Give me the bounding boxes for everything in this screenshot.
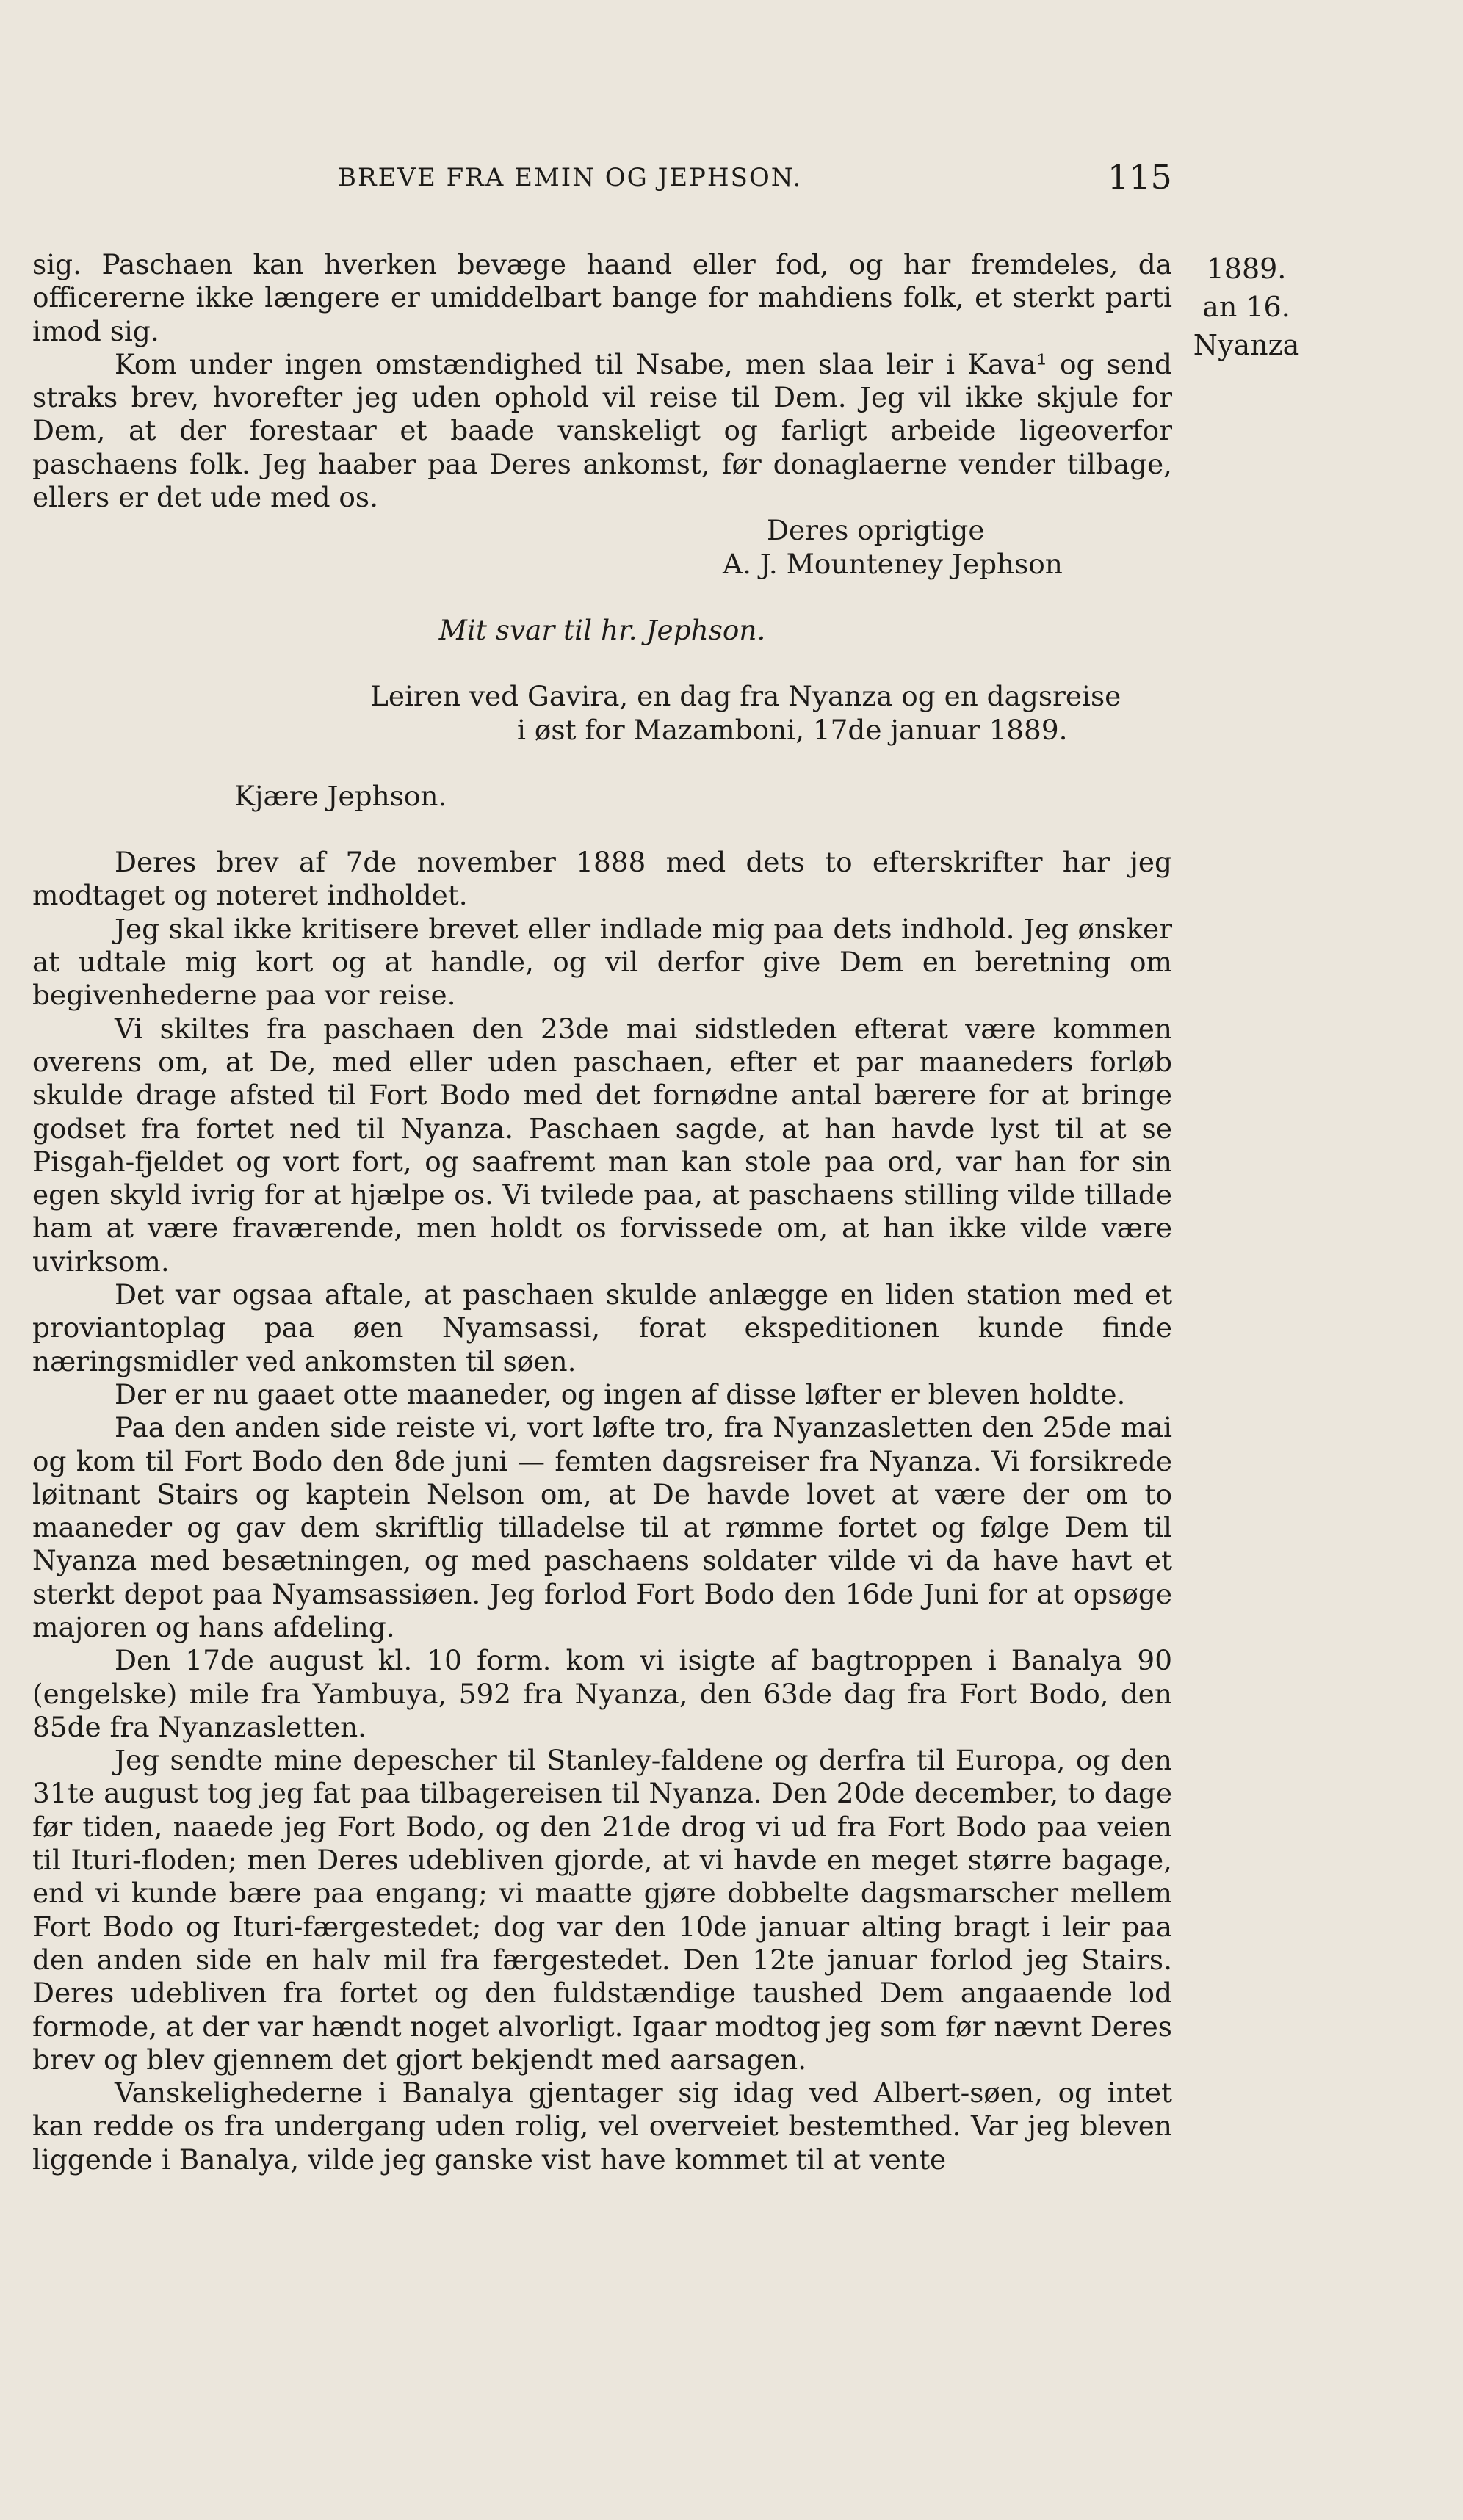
letter-paragraph: Kom under ingen omstændighed til Nsabe, men slaa leir i Kava¹ og send straks brev, hvorefter jeg uden ophold vil reise til Dem. Jeg vil ikke skjule for Dem, at der forestaar et baade vanskeligt og farligt arbeide ligeoverfor paschaens folk. Jeg haaber paa Deres ankomst, før donaglaerne vender tilbage, ellers er det ude med os. [32, 347, 1172, 514]
reply-dateline: Leiren ved Gavira, en dag fra Nyanza og en dagsreise [370, 680, 1121, 713]
running-head: BREVE FRA EMIN OG JEPHSON. [338, 163, 803, 192]
margin-year: 1889. [1206, 253, 1287, 285]
reply-paragraph: Vi skiltes fra paschaen den 23de mai sidstleden efterat være kommen overens om, at De, med eller uden paschaen, efter et par maaneders forløb skulde drage afsted til Fort Bodo med det fornødne antal bærere for at bringe godset fra fortet ned til Nyanza. Paschaen sagde, at han havde lyst til at se Pisgah-fjeldet og vort fort, og saafremt man kan stole paa ord, var han for sin egen skyld ivrig for at hjælpe os. Vi tvilede paa, at paschaens stilling vilde tillade ham at være fraværende, men holdt os forvissede om, at han ikke vilde være uvirksom. [32, 1012, 1172, 1278]
reply-paragraph: Det var ogsaa aftale, at paschaen skulde anlægge en liden station med et proviantoplag paa øen Nyamsassi, forat ekspeditionen kunde finde næringsmidler ved ankomsten til søen. [32, 1278, 1172, 1377]
margin-note [1184, 250, 1309, 364]
reply-paragraph: Vanskelighederne i Banalya gjentager sig idag ved Albert-søen, og intet kan redde os fra undergang uden rolig, vel overveiet bestemthed. Var jeg bleven liggende i Banalya, vilde jeg ganske vist have kommet til at vente [32, 2077, 1172, 2176]
reply-heading: Mit svar til hr. Jephson. [438, 613, 766, 646]
reply-dateline: i øst for Mazamboni, 17de januar 1889. [517, 713, 1068, 746]
reply-paragraph: Jeg skal ikke kritisere brevet eller indlade mig paa dets indhold. Jeg ønsker at udtale mig kort og at handle, og vil derfor give Dem en beretning om begivenhederne paa vor reise. [32, 912, 1172, 1012]
reply-paragraph: Deres brev af 7de november 1888 med dets to efterskrifter har jeg modtaget og noteret indholdet. [32, 846, 1172, 912]
letter-signature: A. J. Mounteney Jephson [723, 547, 1063, 580]
page-number: 115 [1108, 157, 1172, 197]
letter-closing: Deres oprigtige [767, 514, 985, 547]
letter-paragraph: sig. Paschaen kan hverken bevæge haand eller fod, og har fremdeles, da officererne ikke længere er umiddelbart bange for mahdiens folk, et sterkt parti imod sig. [32, 248, 1172, 347]
reply-paragraph: Paa den anden side reiste vi, vort løfte tro, fra Nyanzasletten den 25de mai og kom til Fort Bodo den 8de juni — femten dagsreiser fra Nyanza. Vi forsikrede løitnant Stairs og kaptein Nelson om, at De havde lovet at være der om to maaneder og gav dem skriftlig tilladelse til at rømme fortet og følge Dem til Nyanza med besætningen, og med paschaens soldater vilde vi da have havt et sterkt depot paa Nyamsassiøen. Jeg forlod Fort Bodo den 16de Juni for at opsøge majoren og hans afdeling. [32, 1411, 1172, 1643]
body-text [32, 248, 1172, 2176]
reply-paragraph: Den 17de august kl. 10 form. kom vi isigte af bagtroppen i Banalya 90 (engelske) mile fra Yambuya, 592 fra Nyanza, den 63de dag fra Fort Bodo, den 85de fra Nyanzasletten. [32, 1644, 1172, 1743]
margin-place: Nyanza [1193, 329, 1300, 361]
margin-date: an 16. [1202, 291, 1290, 323]
reply-salutation: Kjære Jephson. [234, 779, 447, 812]
reply-paragraph: Der er nu gaaet otte maaneder, og ingen af disse løfter er bleven holdte. [115, 1377, 1126, 1411]
reply-paragraph: Jeg sendte mine depescher til Stanley-faldene og derfra til Europa, og den 31te august tog jeg fat paa tilbagereisen til Nyanza. Den 20de december, to dage før tiden, naaede jeg Fort Bodo, og den 21de drog vi ud fra Fort Bodo paa veien til Ituri-floden; men Deres udebliven gjorde, at vi havde en meget større bagage, end vi kunde bære paa engang; vi maatte gjøre dobbelte dagsmarscher mellem Fort Bodo og Ituri-færgestedet; dog var den 10de januar alting bragt i leir paa den anden side en halv mil fra færgestedet. Den 12te januar forlod jeg Stairs. Deres udebliven fra fortet og den fuldstændige taushed Dem angaaende lod formode, at der var hændt noget alvorligt. Igaar modtog jeg som før nævnt Deres brev og blev gjennem det gjort bekjendt med aarsagen. [32, 1744, 1172, 2076]
